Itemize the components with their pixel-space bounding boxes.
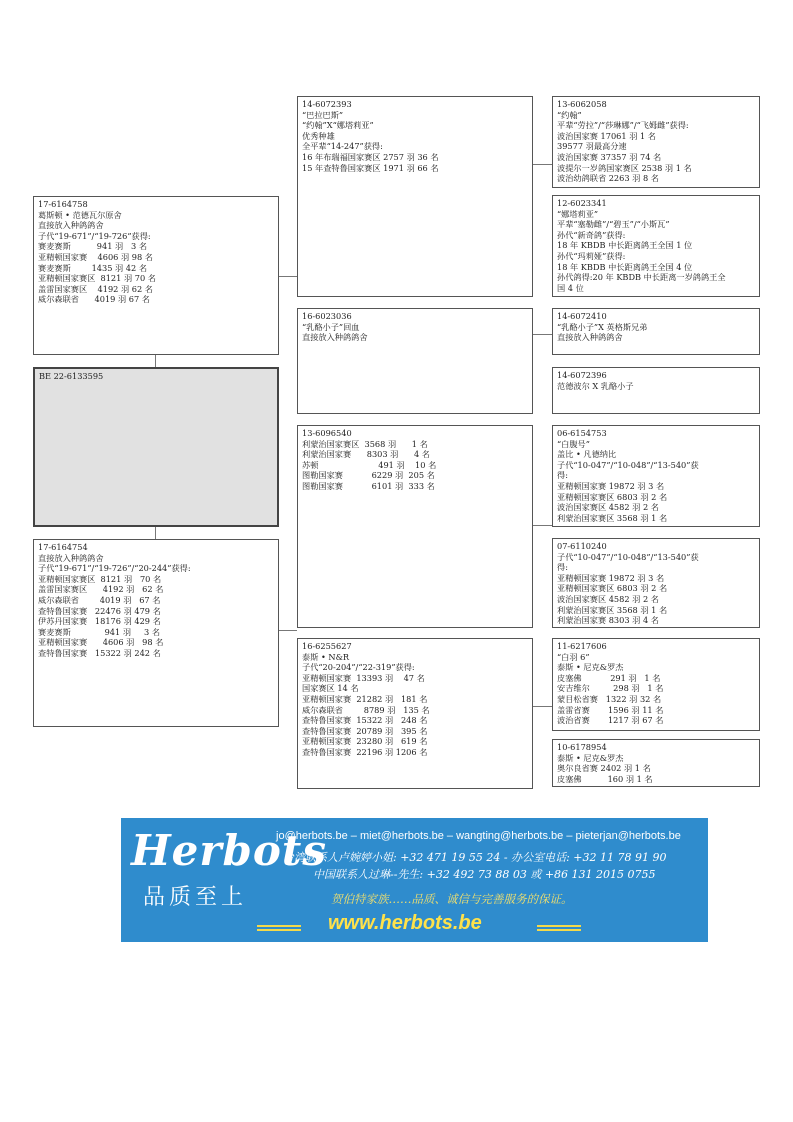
pedigree-line: 优秀种雄 <box>302 130 335 141</box>
dam-sire-sire-box <box>552 425 760 527</box>
connector <box>279 630 297 631</box>
pedigree-line: 威尔森联省 4019 羽 67 名 <box>38 294 150 305</box>
pedigree-line: 赛麦赛斯 941 羽 3 名 <box>38 241 148 252</box>
pedigree-line: 波治国家赛 37357 羽 74 名 <box>557 151 662 162</box>
pedigree-line: 波治国家赛区 4582 羽 2 名 <box>557 593 659 604</box>
pedigree-line: “乳酪小子”X 英格斯兄弟 <box>557 321 648 332</box>
ring-number: 14-6072393 <box>302 99 352 109</box>
pedigree-line: 利蒙治国家赛 8303 羽 4 名 <box>302 449 430 460</box>
pedigree-line: 孙代“新奇鸽”获得: <box>557 229 626 240</box>
ring-number: 16-6023036 <box>302 311 352 321</box>
banner-contact-taiwan: 台湾联系人卢婉婷小姐: +32 471 19 55 24 - 办公室电话: +32 11 78 91 90 <box>283 851 667 864</box>
pedigree-line: 查特鲁国家赛 20789 羽 395 名 <box>302 725 428 736</box>
dam-dam-dam-box <box>552 739 760 787</box>
pedigree-line: 波治省赛 1217 羽 67 名 <box>557 715 664 726</box>
connector <box>279 276 297 277</box>
pedigree-line: 直接放入种鸽鸽舍 <box>557 332 623 343</box>
connector <box>155 527 156 539</box>
herbots-logo: Herbots <box>131 826 327 875</box>
pedigree-line: 伊苏丹国家赛 18176 羽 429 名 <box>38 616 161 627</box>
ring-number: 14-6072396 <box>557 370 607 380</box>
pedigree-line: 泰斯 • 尼克&罗杰 <box>557 752 624 763</box>
pedigree-line: 平辈“劳拉”/“莎琳娜”/“飞姆雌”获得: <box>557 120 689 131</box>
ring-number: 16-6255627 <box>302 641 352 651</box>
pedigree-line: 泰斯 • 尼克&罗杰 <box>557 662 624 673</box>
sire-dam-sire-box <box>552 308 760 355</box>
pedigree-line: 直接放入种鸽鸽舍 <box>302 332 368 343</box>
pedigree-line: 子代“20-204”/“22-319”获得: <box>302 662 415 673</box>
sire-box <box>33 196 279 355</box>
connector <box>533 706 552 707</box>
pedigree-line: 查特鲁国家赛 15322 羽 248 名 <box>302 715 428 726</box>
decorative-line-right <box>537 929 581 931</box>
pedigree-line: 利蒙治国家赛 8303 羽 4 名 <box>557 615 659 626</box>
pedigree-line: 子代“10-047”/“10-048”/“13-540”获 <box>557 551 699 562</box>
pedigree-line: “白腹号” <box>557 438 590 449</box>
sire-sire-box <box>297 96 533 297</box>
pedigree-line: 赛麦赛斯 1435 羽 42 名 <box>38 262 148 273</box>
pedigree-line: “约翰” <box>557 109 582 120</box>
pedigree-line: 亚精顿国家赛 19872 羽 3 名 <box>557 572 665 583</box>
pedigree-line: 奥尔良省赛 2402 羽 1 名 <box>557 763 651 774</box>
banner-tagline: 贺伯特家族……品质、诚信与完善服务的保证。 <box>331 892 573 906</box>
pedigree-line: 18 年 KBDB 中长距离鸽王全国 4 位 <box>557 261 693 272</box>
pedigree-line: 查特鲁国家赛 22476 羽 479 名 <box>38 605 161 616</box>
pedigree-line: 查特鲁国家赛 15322 羽 242 名 <box>38 647 161 658</box>
pedigree-line: 图勒国家赛 6229 羽 205 名 <box>302 470 435 481</box>
pedigree-line: 全平辈“14-247”获得: <box>302 141 383 152</box>
ring-number: 12-6023341 <box>557 198 607 208</box>
pedigree-line: 得: <box>557 562 568 573</box>
pedigree-line: 亚精顿国家赛 21282 羽 181 名 <box>302 693 428 704</box>
pedigree-line: 子代“19-671”/“19-726”获得: <box>38 230 151 241</box>
pedigree-line: 15 年查特鲁国家赛区 1971 羽 66 名 <box>302 162 439 173</box>
pedigree-line: 威尔森联省 8789 羽 135 名 <box>302 704 430 715</box>
ring-number: 17-6164758 <box>38 199 88 209</box>
pedigree-line: 盖雷国家赛区 4192 羽 62 名 <box>38 584 164 595</box>
subject-ring-number: BE 22-6133595 <box>39 371 104 381</box>
ring-number: 13-6096540 <box>302 428 352 438</box>
pedigree-line: 39577 羽最高分速 <box>557 141 627 152</box>
herbots-banner <box>121 818 708 942</box>
pedigree-line: 皮塞佛 160 羽 1 名 <box>557 773 653 784</box>
banner-contact-china: 中国联系人过琳--先生: +32 492 73 88 03 或 +86 131 2015 0755 <box>313 868 656 881</box>
pedigree-line: 威尔森联省 4019 羽 67 名 <box>38 594 161 605</box>
pedigree-line: 亚精顿国家赛 4606 羽 98 名 <box>38 637 164 648</box>
connector <box>533 334 552 335</box>
pedigree-line: 亚精顿国家赛区 8121 羽 70 名 <box>38 273 156 284</box>
ring-number: 10-6178954 <box>557 742 607 752</box>
pedigree-line: 盖雷省赛 1596 羽 11 名 <box>557 704 664 715</box>
pedigree-line: 亚精顿国家赛 4606 羽 98 名 <box>38 251 153 262</box>
dam-dam-sire-box <box>552 638 760 731</box>
pedigree-line: 孙代鸽得:20 年 KBDB 中长距离一岁鸽鸽王全 <box>557 272 726 283</box>
pedigree-line: 查特鲁国家赛 22196 羽 1206 名 <box>302 746 428 757</box>
decorative-line-right <box>537 925 581 927</box>
pedigree-line: 利蒙治国家赛区 3568 羽 1 名 <box>557 512 668 523</box>
pedigree-line: 皮塞佛 291 羽 1 名 <box>557 672 661 683</box>
ring-number: 13-6062058 <box>557 99 607 109</box>
pedigree-line: 范德波尔 X 乳酪小子 <box>557 380 634 391</box>
pedigree-line: 波提尔一岁鸽国家赛区 2538 羽 1 名 <box>557 162 692 173</box>
sire-sire-sire-box <box>552 96 760 188</box>
ring-number: 17-6164754 <box>38 542 88 552</box>
decorative-line-left <box>257 929 301 931</box>
pedigree-line: 国家赛区 14 名 <box>302 683 359 694</box>
pedigree-line: 波治国家赛 17061 羽 1 名 <box>557 130 656 141</box>
pedigree-line: 泰斯 • N&R <box>302 651 350 662</box>
banner-slogan: 品质至上 <box>143 885 248 910</box>
pedigree-line: 亚精顿国家赛区 6803 羽 2 名 <box>557 583 668 594</box>
sire-sire-dam-box <box>552 195 760 297</box>
dam-sire-box <box>297 425 533 628</box>
pedigree-line: 利蒙治国家赛区 3568 羽 1 名 <box>302 438 428 449</box>
ring-number: 07-6110240 <box>557 541 607 551</box>
connector <box>155 355 156 367</box>
pedigree-line: 苏顿 491 羽 10 名 <box>302 459 437 470</box>
pedigree-line: 孙代“玛莉娅”获得: <box>557 250 626 261</box>
ring-number: 11-6217606 <box>557 641 607 651</box>
pedigree-line: 盖雷国家赛区 4192 羽 62 名 <box>38 283 153 294</box>
pedigree-line: 16 年布瑞福国家赛区 2757 羽 36 名 <box>302 151 439 162</box>
pedigree-line: 利蒙治国家赛区 3568 羽 1 名 <box>557 604 668 615</box>
ring-number: 14-6072410 <box>557 311 607 321</box>
pedigree-line: 亚精顿国家赛区 8121 羽 70 名 <box>38 573 162 584</box>
decorative-line-left <box>257 925 301 927</box>
ring-number: 06-6154753 <box>557 428 607 438</box>
connector <box>533 525 552 526</box>
pedigree-line: “约翰”X“娜塔莉亚” <box>302 120 374 131</box>
connector <box>533 164 552 165</box>
banner-emails[interactable]: jo@herbots.be – miet@herbots.be – wangting@herbots.be – pieterjan@herbots.be <box>276 830 681 842</box>
pedigree-line: 直接放入种鸽鸽舍 <box>38 552 104 563</box>
pedigree-line: 亚精顿国家赛 23280 羽 619 名 <box>302 736 428 747</box>
dam-box <box>33 539 279 727</box>
sire-dam-box <box>297 308 533 414</box>
pedigree-line: 亚精顿国家赛区 6803 羽 2 名 <box>557 491 668 502</box>
pedigree-line: 得: <box>557 470 568 481</box>
sire-dam-dam-box <box>552 367 760 414</box>
pedigree-line: 亚精顿国家赛 19872 羽 3 名 <box>557 480 665 491</box>
pedigree-line: 直接放入种鸽鸽舍 <box>38 220 104 231</box>
pedigree-line: 平辈“塞勒雌”/“碧玉”/“小斯瓦” <box>557 219 670 230</box>
pedigree-line: 蒙目松省赛 1322 羽 32 名 <box>557 693 662 704</box>
pedigree-line: 盖比 • 凡德纳比 <box>557 449 617 460</box>
pedigree-line: “娜塔莉亚” <box>557 208 599 219</box>
pedigree-line: 亚精顿国家赛 13393 羽 47 名 <box>302 672 425 683</box>
dam-sire-dam-box <box>552 538 760 628</box>
pedigree-line: “白羽 6” <box>557 651 590 662</box>
pedigree-line: 子代“10-047”/“10-048”/“13-540”获 <box>557 459 699 470</box>
pedigree-line: 国 4 位 <box>557 282 584 293</box>
pedigree-line: 子代“19-671”/“19-726”/“20-244”获得: <box>38 563 191 574</box>
subject-box <box>33 367 279 527</box>
pedigree-line: 波治幼鸽联省 2263 羽 8 名 <box>557 173 659 184</box>
pedigree-line: “乳酪小子”回血 <box>302 321 360 332</box>
pedigree-line: 葛斯顿 • 范德瓦尔原舍 <box>38 209 122 220</box>
pedigree-line: 安吉维尔 298 羽 1 名 <box>557 683 664 694</box>
pedigree-line: “巴拉巴斯” <box>302 109 344 120</box>
pedigree-line: 赛麦赛斯 941 羽 3 名 <box>38 626 161 637</box>
pedigree-line: 图勒国家赛 6101 羽 333 名 <box>302 480 435 491</box>
pedigree-line: 18 年 KBDB 中长距离鸽王全国 1 位 <box>557 240 693 251</box>
banner-website-link[interactable]: www.herbots.be <box>328 912 482 934</box>
pedigree-line: 波治国家赛区 4582 羽 2 名 <box>557 502 659 513</box>
dam-dam-box <box>297 638 533 789</box>
